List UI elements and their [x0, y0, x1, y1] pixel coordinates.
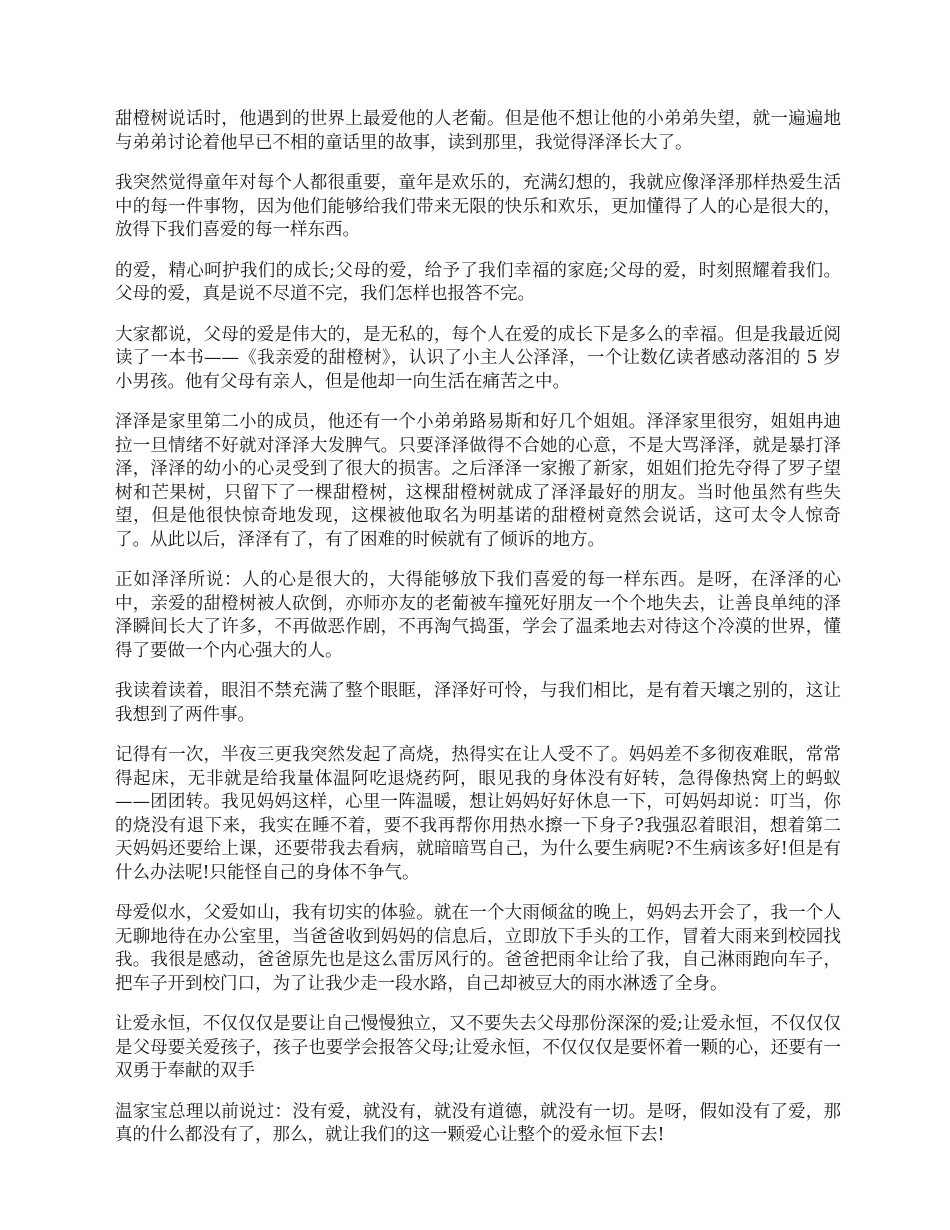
paragraph-10: 让爱永恒，不仅仅仅是要让自己慢慢独立，又不要失去父母那份深深的爱;让爱永恒，不仅仅仅是父母要关爱孩子，孩子也要学会报答父母;让爱永恒，不仅仅仅是要怀着一颗的心，还要有一双勇于奉献的双手 — [115, 1014, 841, 1081]
paragraph-6: 正如泽泽所说：人的心是很大的，大得能够放下我们喜爱的每一样东西。是呀，在泽泽的心中，亲爱的甜橙树被人砍倒，亦师亦友的老葡被车撞死好朋友一个个地失去，让善良单纯的泽泽瞬间长大了许多，不再做恶作剧，不再淘气捣蛋，学会了温柔地去对待这个冷漠的世界，懂得了要做一个内心强大的人。 — [115, 570, 841, 661]
paragraph-1: 甜橙树说话时，他遇到的世界上最爱他的人老葡。但是他不想让他的小弟弟失望，就一遍遍地与弟弟讨论着他早已不相的童话里的故事，读到那里，我觉得泽泽长大了。 — [115, 109, 841, 153]
paragraph-11: 温家宝总理以前说过：没有爱，就没有，就没有道德，就没有一切。是呀，假如没有了爱，那真的什么都没有了，那么，就让我们的这一颗爱心让整个的爱永恒下去! — [115, 1101, 841, 1145]
paragraph-7: 我读着读着，眼泪不禁充满了整个眼眶，泽泽好可怜，与我们相比，是有着天壤之别的，这让我想到了两件事。 — [115, 681, 841, 725]
document-body — [115, 108, 841, 1165]
paragraph-3: 的爱，精心呵护我们的成长;父母的爱，给予了我们幸福的家庭;父母的爱，时刻照耀着我们。父母的爱，真是说不尽道不完，我们怎样也报答不完。 — [115, 260, 841, 304]
paragraph-8: 记得有一次，半夜三更我突然发起了高烧，热得实在让人受不了。妈妈差不多彻夜难眠，常常得起床，无非就是给我量体温阿吃退烧药阿，眼见我的身体没有好转，急得像热窝上的蚂蚁——团团转。我见妈妈这样，心里一阵温暖，想让妈妈好好休息一下，可妈妈却说：叮当，你的烧没有退下来，我实在睡不着，要不我再帮你用热水擦一下身子?我强忍着眼泪，想着第二天妈妈还要给上课，还要带我去看病，就暗暗骂自己，为什么要生病呢?不生病该多好!但是有什么办法呢!只能怪自己的身体不争气。 — [115, 745, 841, 883]
paragraph-9: 母爱似水，父爱如山，我有切实的体验。就在一个大雨倾盆的晚上，妈妈去开会了，我一个人无聊地待在办公室里，当爸爸收到妈妈的信息后，立即放下手头的工作，冒着大雨来到校园找我。我很是感动，爸爸原先也是这么雷厉风行的。爸爸把雨伞让给了我，自己淋雨跑向车子，把车子开到校门口，为了让我少走一段水路，自己却被豆大的雨水淋透了全身。 — [115, 903, 841, 994]
paragraph-5: 泽泽是家里第二小的成员，他还有一个小弟弟路易斯和好几个姐姐。泽泽家里很穷，姐姐冉迪拉一旦情绪不好就对泽泽大发脾气。只要泽泽做得不合她的心意，不是大骂泽泽，就是暴打泽泽，泽泽的幼小的心灵受到了很大的损害。之后泽泽一家搬了新家，姐姐们抢先夺得了罗子望树和芒果树，只留下了一棵甜橙树，这棵甜橙树就成了泽泽最好的朋友。当时他虽然有些失望，但是他很快惊奇地发现，这棵被他取名为明基诺的甜橙树竟然会说话，这可太令人惊奇了。从此以后，泽泽有了，有了困难的时候就有了倾诉的地方。 — [115, 412, 841, 550]
paragraph-2: 我突然觉得童年对每个人都很重要，童年是欢乐的，充满幻想的，我就应像泽泽那样热爱生活中的每一件事物，因为他们能够给我们带来无限的快乐和欢乐，更加懂得了人的心是很大的，放得下我们喜爱的每一样东西。 — [115, 173, 841, 240]
paragraph-4: 大家都说，父母的爱是伟大的，是无私的，每个人在爱的成长下是多么的幸福。但是我最近阅读了一本书——《我亲爱的甜橙树》，认识了小主人公泽泽，一个让数亿读者感动落泪的 5 岁小男孩。他有父母有亲人，但是他却一向生活在痛苦之中。 — [115, 324, 841, 392]
